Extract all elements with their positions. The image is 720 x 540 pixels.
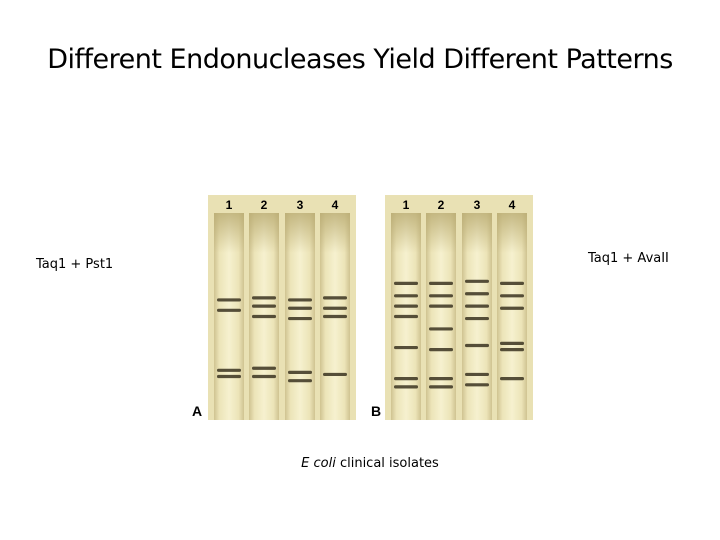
dna-band: [252, 375, 276, 378]
dna-band: [429, 327, 453, 330]
dna-band: [323, 315, 347, 318]
dna-band: [288, 317, 312, 320]
lane-number: 2: [260, 198, 268, 212]
dna-band: [217, 369, 241, 372]
lane-smear: [214, 213, 244, 253]
dna-band: [394, 346, 418, 349]
caption-text: clinical isolates: [335, 456, 439, 471]
dna-band: [323, 373, 347, 376]
dna-band: [429, 294, 453, 297]
dna-band: [465, 373, 489, 376]
dna-band: [429, 305, 453, 308]
panel-letter: A: [192, 403, 203, 419]
dna-band: [500, 282, 524, 285]
lane-smear: [285, 213, 315, 253]
left-enzyme-label: Taq1 + Pst1: [36, 257, 114, 272]
dna-band: [394, 385, 418, 388]
dna-band: [429, 348, 453, 351]
dna-band: [394, 305, 418, 308]
dna-band: [217, 375, 241, 378]
dna-band: [465, 305, 489, 308]
dna-band: [288, 379, 312, 382]
gel-lane: [214, 198, 244, 420]
lane-smear: [497, 213, 527, 253]
dna-band: [217, 309, 241, 312]
dna-band: [500, 294, 524, 297]
dna-band: [252, 315, 276, 318]
dna-band: [252, 305, 276, 308]
dna-band: [465, 280, 489, 283]
dna-band: [288, 298, 312, 301]
dna-band: [252, 296, 276, 299]
dna-band: [500, 307, 524, 310]
dna-band: [394, 377, 418, 380]
lane-smear: [249, 213, 279, 253]
panel-letter: B: [371, 403, 382, 419]
dna-band: [394, 294, 418, 297]
dna-band: [394, 282, 418, 285]
gel-lane: [320, 198, 350, 420]
dna-band: [465, 344, 489, 347]
dna-band: [465, 292, 489, 295]
gel-lane: [426, 198, 456, 420]
lane-number: 2: [437, 198, 445, 212]
dna-band: [288, 307, 312, 310]
lane-smear: [426, 213, 456, 253]
dna-band: [429, 385, 453, 388]
dna-band: [465, 317, 489, 320]
gel-lane: [249, 198, 279, 420]
gel-panel-b: [371, 195, 533, 420]
dna-band: [217, 298, 241, 301]
lane-number: 4: [331, 198, 339, 212]
lane-number: 4: [508, 198, 516, 212]
lane-smear: [320, 213, 350, 253]
dna-band: [323, 296, 347, 299]
dna-band: [429, 282, 453, 285]
gel-lane: [462, 198, 492, 420]
dna-band: [500, 348, 524, 351]
dna-band: [288, 371, 312, 374]
gel-lane: [391, 198, 421, 420]
dna-band: [500, 377, 524, 380]
lane-number: 3: [473, 198, 481, 212]
lane-number: 1: [225, 198, 233, 212]
figure-caption: [280, 456, 460, 471]
gel-lane: [497, 198, 527, 420]
slide-title: Different Endonucleases Yield Different Patterns: [47, 44, 673, 75]
dna-band: [323, 307, 347, 310]
gel-lane: [285, 198, 315, 420]
dna-band: [429, 377, 453, 380]
dna-band: [465, 383, 489, 386]
dna-band: [252, 367, 276, 370]
lane-number: 1: [402, 198, 410, 212]
caption-species: E coli: [301, 456, 336, 471]
dna-band: [394, 315, 418, 318]
lane-number: 3: [296, 198, 304, 212]
lane-smear: [462, 213, 492, 253]
dna-band: [500, 342, 524, 345]
lane-smear: [391, 213, 421, 253]
right-enzyme-label: Taq1 + AvaII: [588, 251, 669, 266]
gel-panel-a: [192, 195, 356, 420]
